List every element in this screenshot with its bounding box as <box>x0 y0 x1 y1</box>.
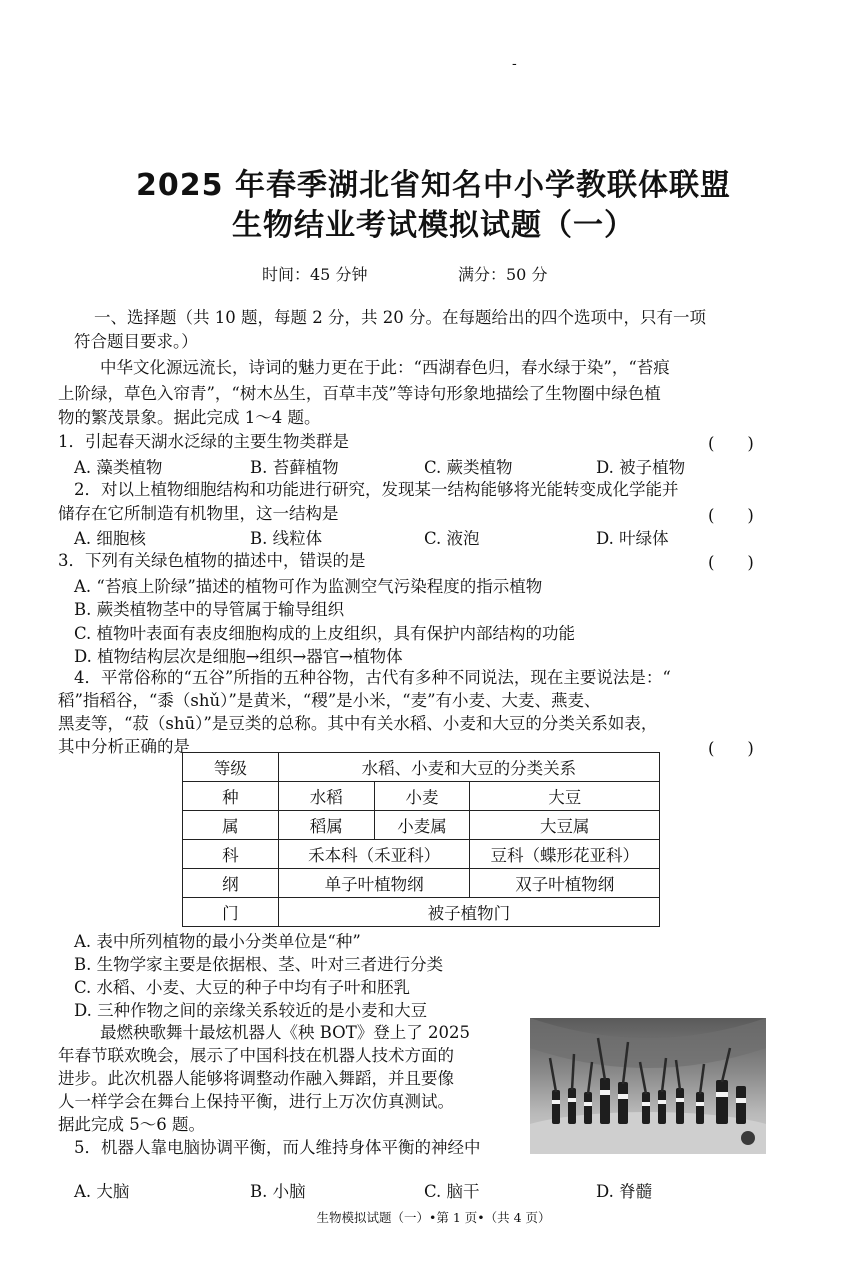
table-cell: 小麦属 <box>374 811 470 840</box>
q3-option-a[interactable]: A. “苔痕上阶绿”描述的植物可作为监测空气污染程度的指示植物 <box>74 577 543 596</box>
passage-text: 最燃秧歌舞十最炫机器人《秧 BOT》登上了 2025 <box>100 1023 470 1042</box>
q3-option-c[interactable]: C. 植物叶表面有表皮细胞构成的上皮组织，具有保护内部结构的功能 <box>74 624 576 643</box>
table-cell: 属 <box>183 811 279 840</box>
table-cell: 稻属 <box>278 811 374 840</box>
q3-option-b[interactable]: B. 蕨类植物茎中的导管属于输导组织 <box>74 600 345 619</box>
q2-option-c[interactable]: C. 液泡 <box>424 529 480 548</box>
q1-option-c[interactable]: C. 蕨类植物 <box>424 458 513 477</box>
q5-option-b[interactable]: B. 小脑 <box>250 1182 306 1201</box>
passage-text: 进步。此次机器人能够将调整动作融入舞蹈，并且要像 <box>58 1069 454 1088</box>
q2-option-b[interactable]: B. 线粒体 <box>250 529 323 548</box>
table-row <box>183 811 660 840</box>
exam-title-line1: 2025 年春季湖北省知名中小学教联体联盟 <box>136 168 731 203</box>
section-heading-cont: 符合题目要求。） <box>74 332 198 351</box>
page-footer: 生物模拟试题（一）•第 1 页•（共 4 页） <box>316 1210 551 1225</box>
q4-option-d[interactable]: D. 三种作物之间的亲缘关系较近的是小麦和大豆 <box>74 1001 428 1020</box>
table-cell: 纲 <box>183 869 279 898</box>
q1-option-a[interactable]: A. 藻类植物 <box>74 458 163 477</box>
q3-option-d[interactable]: D. 植物结构层次是细胞→组织→器官→植物体 <box>74 647 403 666</box>
question-4-stem-cont: 黑麦等，“菽（shū）”是豆类的总称。其中有关水稻、小麦和大豆的分类关系如表， <box>58 714 658 733</box>
robot-dancers-illustration <box>530 1018 766 1154</box>
intro-text: 物的繁茂景象。据此完成 1～4 题。 <box>58 408 321 427</box>
answer-blank[interactable]: ( ) <box>708 434 754 453</box>
answer-blank[interactable]: ( ) <box>708 739 754 758</box>
table-row <box>183 869 660 898</box>
answer-blank[interactable]: ( ) <box>708 553 754 572</box>
question-3-stem: 3．下列有关绿色植物的描述中，错误的是 <box>58 551 366 570</box>
table-cell: 双子叶植物纲 <box>470 869 660 898</box>
table-cell: 科 <box>183 840 279 869</box>
passage-text: 据此完成 5～6 题。 <box>58 1115 205 1134</box>
q2-option-a[interactable]: A. 细胞核 <box>74 529 146 548</box>
q4-option-b[interactable]: B. 生物学家主要是依据根、茎、叶对三者进行分类 <box>74 955 444 974</box>
table-header-level: 等级 <box>183 753 279 782</box>
q2-option-d[interactable]: D. 叶绿体 <box>596 529 669 548</box>
intro-text: 中华文化源远流长，诗词的魅力更在于此：“西湖春色归，春水绿于染”，“苔痕 <box>100 358 670 377</box>
table-cell: 大豆 <box>470 782 660 811</box>
question-4-stem-cont: 其中分析正确的是 <box>58 737 190 756</box>
q1-option-b[interactable]: B. 苔藓植物 <box>250 458 339 477</box>
table-row <box>183 898 660 927</box>
table-cell: 单子叶植物纲 <box>278 869 470 898</box>
q4-option-a[interactable]: A. 表中所列植物的最小分类单位是“种” <box>74 932 361 951</box>
table-cell: 禾本科（禾亚科） <box>278 840 470 869</box>
question-4-stem: 4．平常俗称的“五谷”所指的五种谷物，古代有多种不同说法，现在主要说法是：“ <box>74 668 671 687</box>
q5-option-a[interactable]: A. 大脑 <box>74 1182 130 1201</box>
table-cell: 豆科（蝶形花亚科） <box>470 840 660 869</box>
question-1-stem: 1．引起春天湖水泛绿的主要生物类群是 <box>58 432 349 451</box>
exam-time: 时间：45 分钟 <box>262 265 368 284</box>
table-cell: 种 <box>183 782 279 811</box>
table-header-title: 水稻、小麦和大豆的分类关系 <box>278 753 659 782</box>
header-mark: - <box>512 56 517 72</box>
passage-text: 年春节联欢晚会，展示了中国科技在机器人技术方面的 <box>58 1046 454 1065</box>
passage-text: 人一样学会在舞台上保持平衡，进行上万次仿真测试。 <box>58 1092 454 1111</box>
answer-blank[interactable]: ( ) <box>708 506 754 525</box>
table-cell: 小麦 <box>374 782 470 811</box>
section-heading: 一、选择题（共 10 题，每题 2 分，共 20 分。在每题给出的四个选项中，只有一项 <box>94 308 706 327</box>
table-row <box>183 840 660 869</box>
table-cell: 水稻 <box>278 782 374 811</box>
exam-score: 满分：50 分 <box>458 265 548 284</box>
table-cell: 大豆属 <box>470 811 660 840</box>
q4-option-c[interactable]: C. 水稻、小麦、大豆的种子中均有子叶和胚乳 <box>74 978 411 997</box>
table-row <box>183 753 660 782</box>
exam-title-line2: 生物结业考试模拟试题（一） <box>232 208 635 243</box>
table-cell: 门 <box>183 898 279 927</box>
classification-table <box>182 752 660 927</box>
intro-text: 上阶绿，草色入帘青”，“树木丛生，百草丰茂”等诗句形象地描绘了生物圈中绿色植 <box>58 384 661 403</box>
q5-option-d[interactable]: D. 脊髓 <box>596 1182 653 1201</box>
question-4-stem-cont: 稻”指稻谷，“黍（shǔ）”是黄米，“稷”是小米，“麦”有小麦、大麦、燕麦、 <box>58 691 601 710</box>
table-row <box>183 782 660 811</box>
table-cell: 被子植物门 <box>278 898 659 927</box>
question-2-stem-cont: 储存在它所制造有机物里，这一结构是 <box>58 504 339 523</box>
q1-option-d[interactable]: D. 被子植物 <box>596 458 686 477</box>
robot-dance-photo <box>530 1018 766 1154</box>
q5-option-c[interactable]: C. 脑干 <box>424 1182 480 1201</box>
question-5-stem: 5．机器人靠电脑协调平衡，而人维持身体平衡的神经中 <box>74 1138 481 1157</box>
question-2-stem: 2．对以上植物细胞结构和功能进行研究，发现某一结构能够将光能转变成化学能并 <box>74 480 679 499</box>
